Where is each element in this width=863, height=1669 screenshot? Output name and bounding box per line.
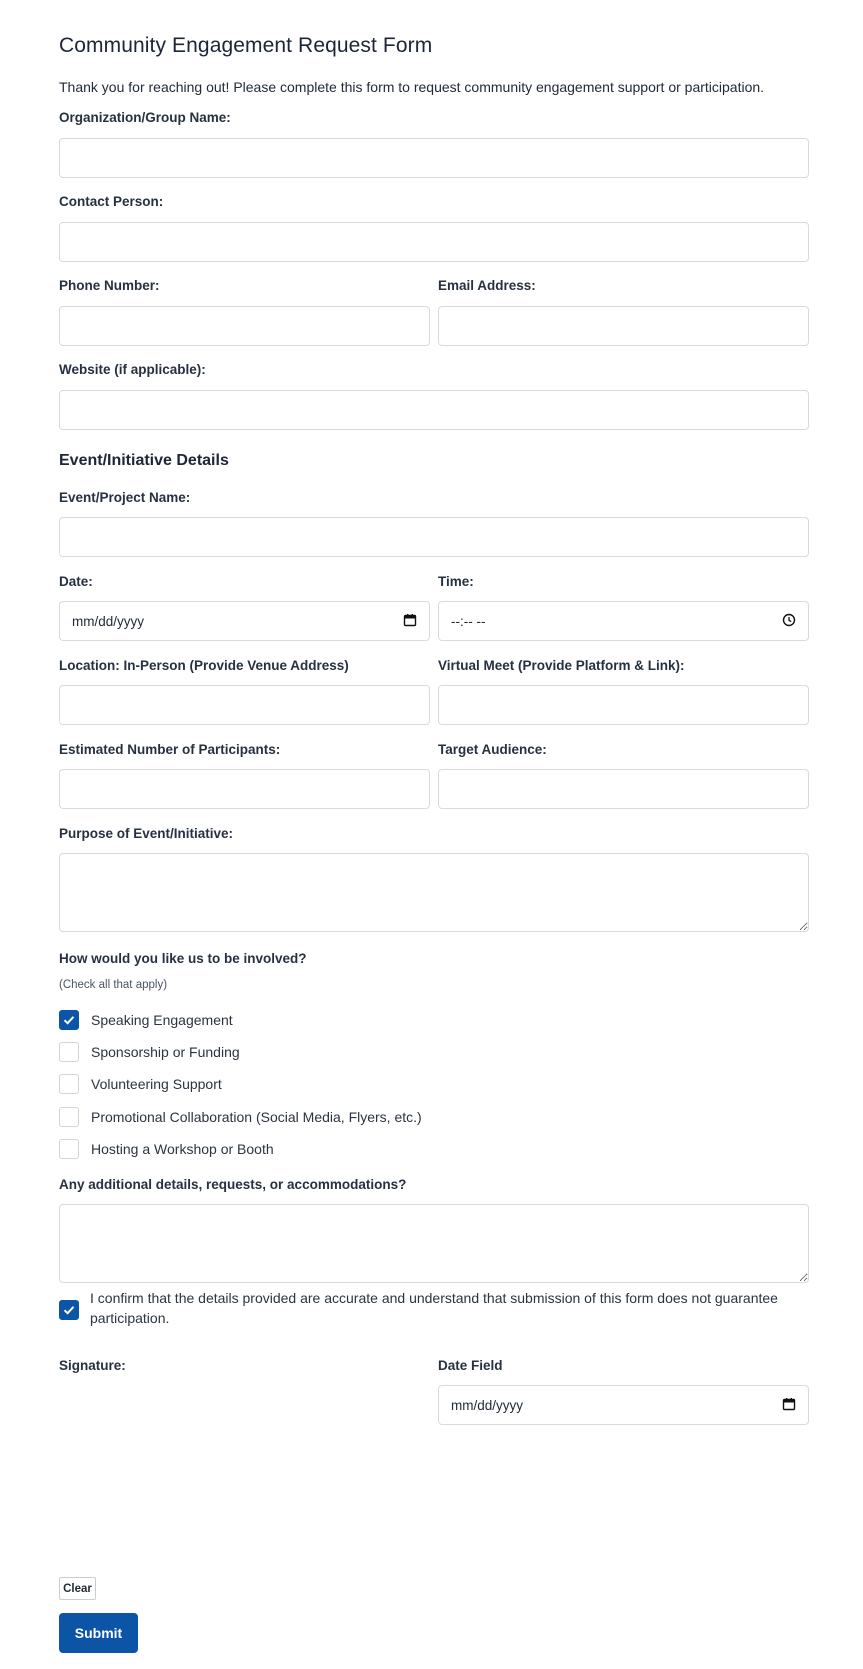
website-label: Website (if applicable): bbox=[59, 362, 206, 377]
phone-label: Phone Number: bbox=[59, 278, 160, 293]
checkmark-icon bbox=[63, 1304, 75, 1316]
checkmark-icon bbox=[63, 1014, 75, 1026]
participants-label: Estimated Number of Participants: bbox=[59, 742, 281, 757]
virtual-label: Virtual Meet (Provide Platform & Link): bbox=[438, 658, 685, 673]
email-label: Email Address: bbox=[438, 278, 536, 293]
option-label-hosting: Hosting a Workshop or Booth bbox=[91, 1141, 274, 1157]
option-label-volunteering: Volunteering Support bbox=[91, 1076, 222, 1092]
org-name-label: Organization/Group Name: bbox=[59, 110, 231, 125]
submit-button[interactable]: Submit bbox=[59, 1613, 138, 1653]
date-input-placeholder: mm/dd/yyyy bbox=[72, 613, 145, 629]
purpose-label: Purpose of Event/Initiative: bbox=[59, 826, 234, 841]
form-intro: Thank you for reaching out! Please complete this form to request community engagement support or participation. bbox=[59, 79, 765, 95]
confirm-checkbox[interactable] bbox=[59, 1300, 79, 1320]
clock-icon[interactable] bbox=[782, 613, 796, 630]
involvement-hint: (Check all that apply) bbox=[59, 979, 168, 991]
calendar-icon[interactable] bbox=[403, 613, 417, 630]
confirm-text: I confirm that the details provided are accurate and understand that submission of this form does not guarantee participation. bbox=[90, 1290, 778, 1326]
additional-textarea[interactable] bbox=[59, 1204, 809, 1283]
option-label-promotional: Promotional Collaboration (Social Media, Flyers, etc.) bbox=[91, 1109, 422, 1125]
checkbox-promotional[interactable] bbox=[59, 1107, 79, 1127]
option-label-speaking: Speaking Engagement bbox=[91, 1012, 233, 1028]
form-title: Community Engagement Request Form bbox=[59, 34, 433, 57]
participants-input[interactable] bbox=[59, 769, 430, 809]
date-field-input[interactable] bbox=[438, 1385, 809, 1425]
date-field-placeholder: mm/dd/yyyy bbox=[451, 1397, 524, 1413]
contact-person-label: Contact Person: bbox=[59, 194, 164, 209]
checkbox-hosting[interactable] bbox=[59, 1139, 79, 1159]
location-input[interactable] bbox=[59, 685, 430, 725]
audience-input[interactable] bbox=[438, 769, 809, 809]
time-input[interactable] bbox=[438, 601, 809, 641]
email-input[interactable] bbox=[438, 306, 809, 346]
checkbox-volunteering[interactable] bbox=[59, 1074, 79, 1094]
calendar-icon[interactable] bbox=[782, 1397, 796, 1414]
audience-label: Target Audience: bbox=[438, 742, 547, 757]
location-label: Location: In-Person (Provide Venue Address) bbox=[59, 658, 349, 673]
time-label: Time: bbox=[438, 574, 474, 589]
purpose-textarea[interactable] bbox=[59, 853, 809, 932]
website-input[interactable] bbox=[59, 390, 809, 430]
org-name-input[interactable] bbox=[59, 138, 809, 178]
virtual-input[interactable] bbox=[438, 685, 809, 725]
project-name-label: Event/Project Name: bbox=[59, 490, 191, 505]
date-label: Date: bbox=[59, 574, 93, 589]
option-label-sponsorship: Sponsorship or Funding bbox=[91, 1044, 240, 1060]
date-field-label: Date Field bbox=[438, 1358, 503, 1373]
checkbox-sponsorship[interactable] bbox=[59, 1042, 79, 1062]
additional-label: Any additional details, requests, or accommodations? bbox=[59, 1177, 407, 1192]
event-section-title: Event/Initiative Details bbox=[59, 452, 229, 469]
time-input-placeholder: --:-- -- bbox=[451, 613, 486, 629]
contact-person-input[interactable] bbox=[59, 222, 809, 262]
involvement-question: How would you like us to be involved? bbox=[59, 951, 307, 966]
phone-input[interactable] bbox=[59, 306, 430, 346]
signature-label: Signature: bbox=[59, 1358, 126, 1373]
checkbox-speaking-engagement[interactable] bbox=[59, 1010, 79, 1030]
clear-button[interactable]: Clear bbox=[59, 1577, 96, 1600]
signature-pad[interactable] bbox=[59, 1385, 430, 1560]
date-input[interactable] bbox=[59, 601, 430, 641]
project-name-input[interactable] bbox=[59, 517, 809, 557]
